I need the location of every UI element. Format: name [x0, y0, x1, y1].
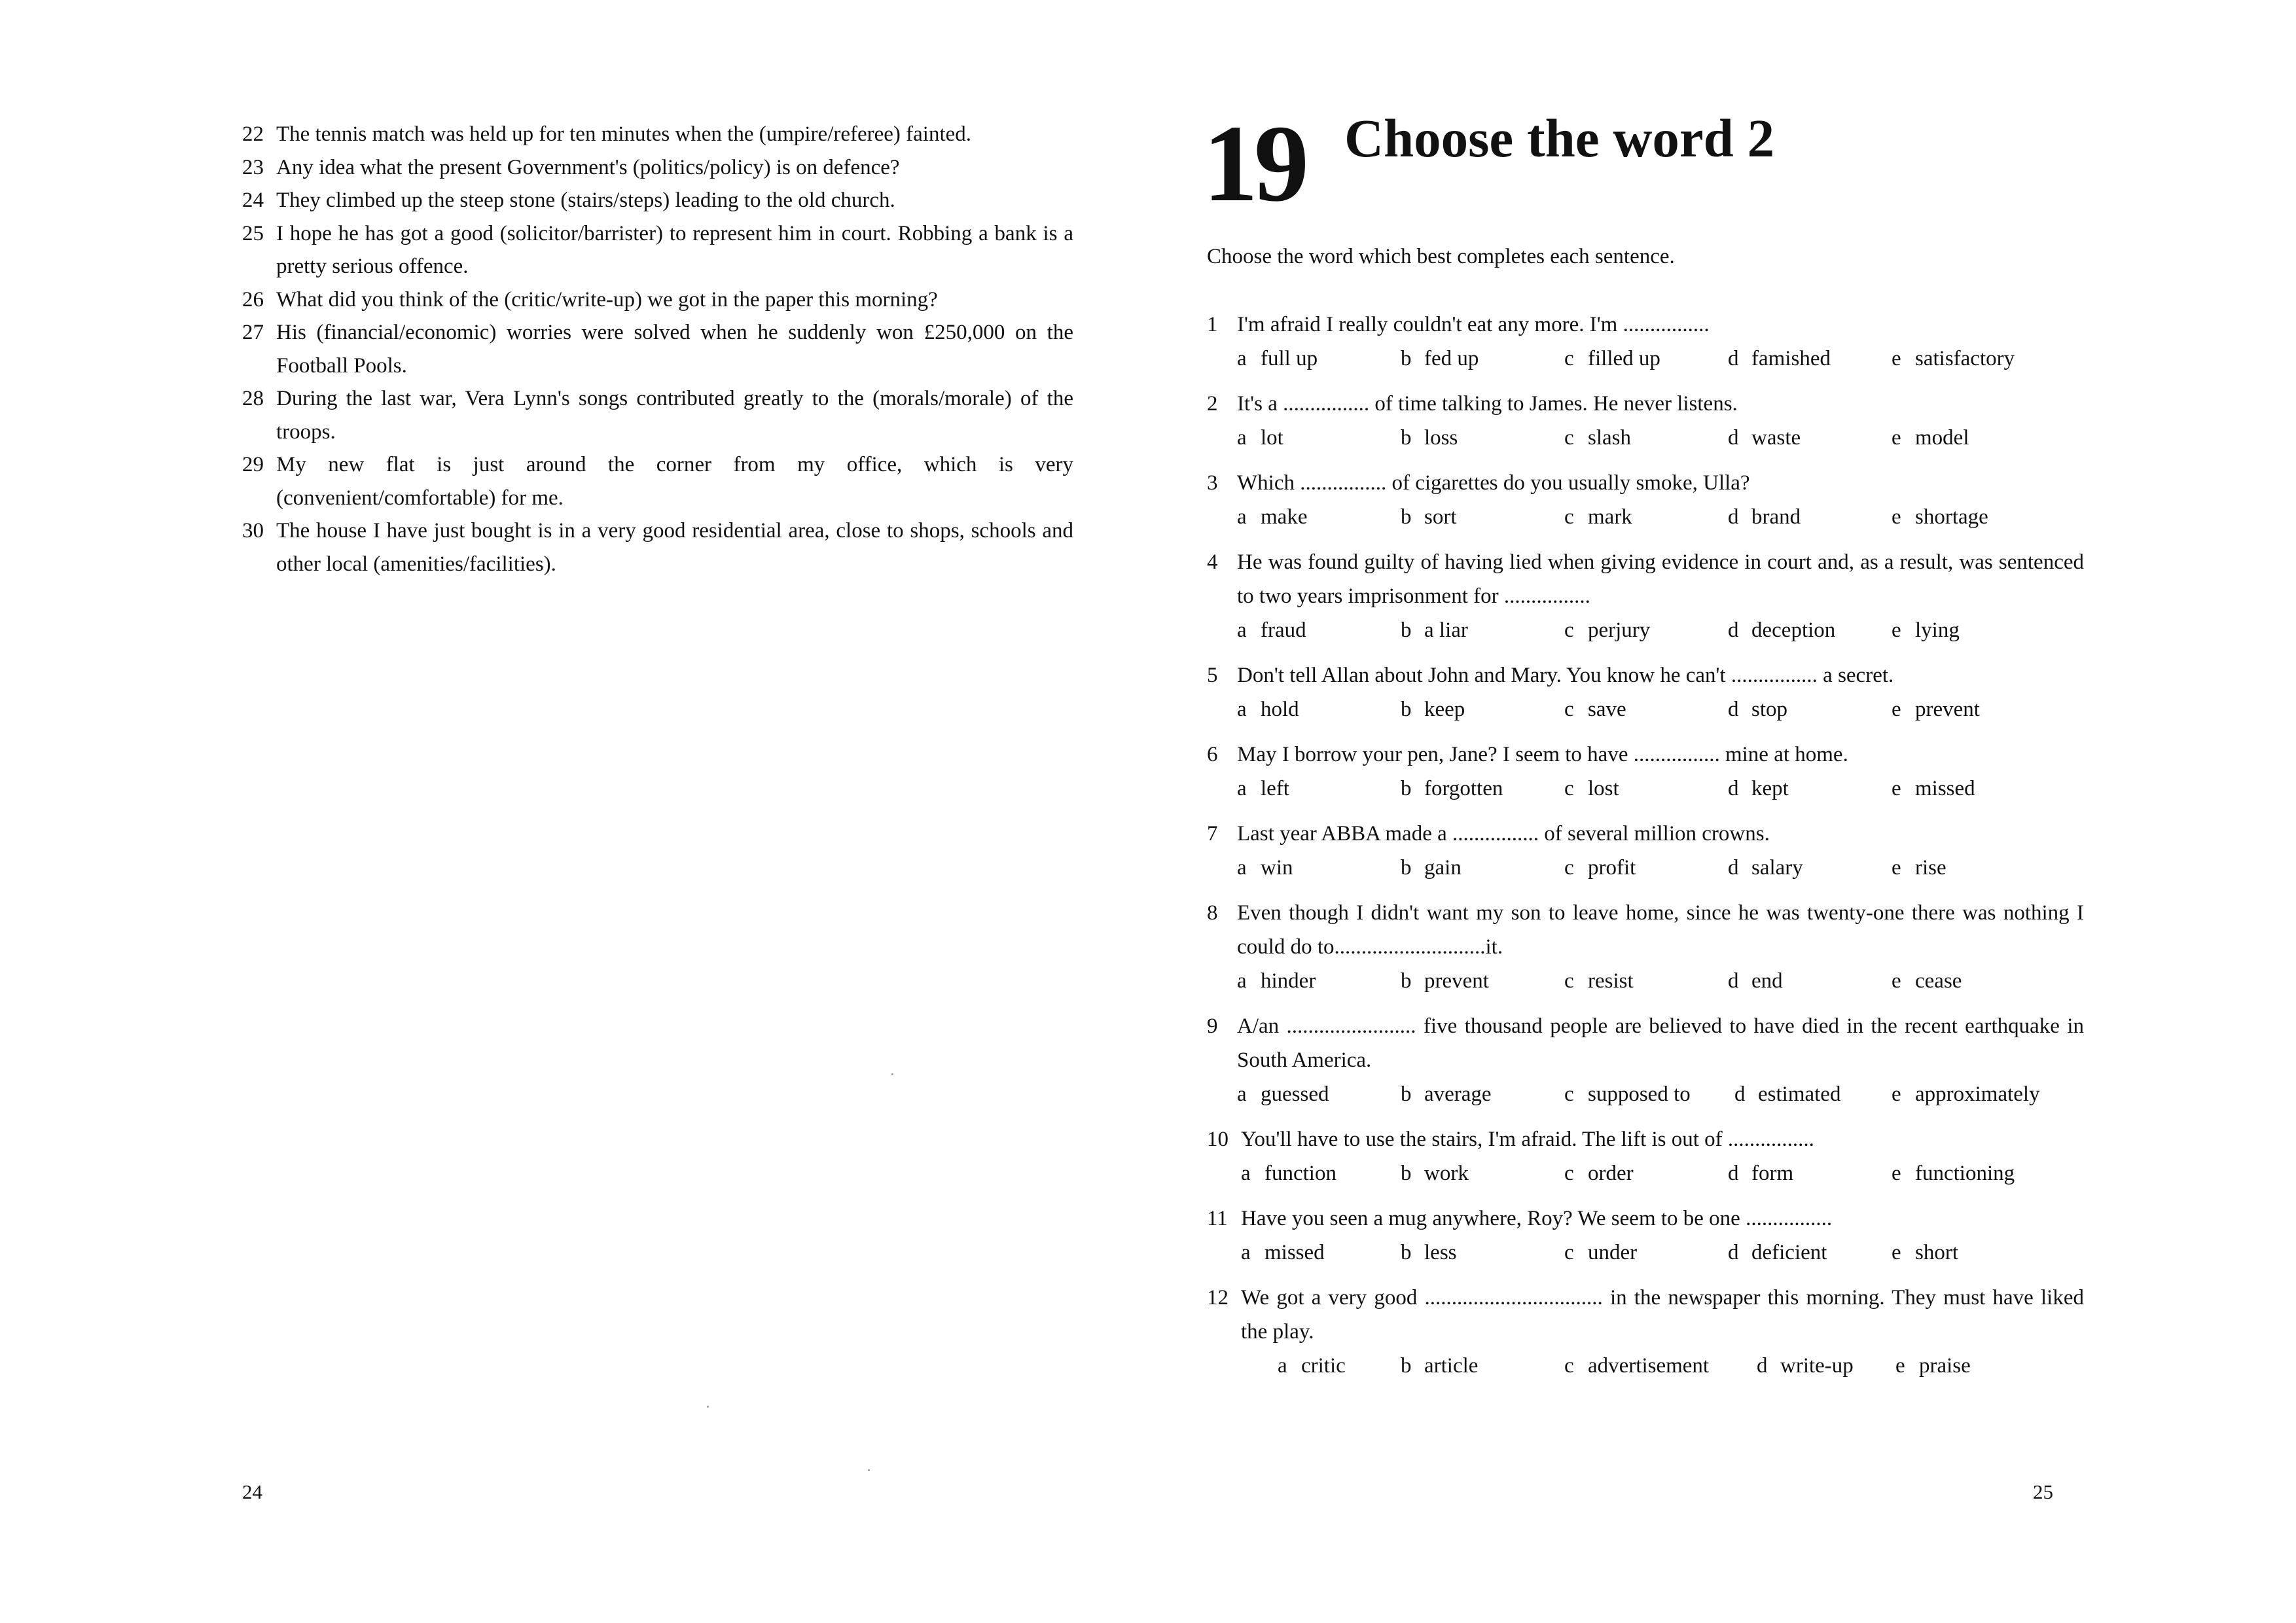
answer-option: b gain [1401, 856, 1462, 880]
answer-option: c perjury [1564, 618, 1651, 642]
question-number: 6 [1207, 743, 1218, 766]
item-number: 25 [242, 221, 264, 245]
item-number: 23 [242, 155, 264, 179]
list-item [242, 316, 1073, 382]
answer-option: a fraud [1237, 618, 1306, 642]
answer-option: d form [1728, 1162, 1794, 1185]
answer-option: c mark [1564, 505, 1632, 529]
answer-option: d famished [1728, 347, 1831, 370]
list-item [242, 382, 1073, 448]
question-text: Have you seen a mug anywhere, Roy? We seem to be one ................ [1241, 1207, 1833, 1230]
question-text: He was found guilty of having lied when giving evidence in court and, as a result, was sentenced to two years imprisonment for ................ [1237, 550, 2084, 608]
question-number: 3 [1207, 471, 1218, 495]
right-page [1148, 0, 2296, 1623]
answer-option: b prevent [1401, 969, 1489, 993]
answer-option: d end [1728, 969, 1783, 993]
chapter-title: Choose the word 2 [1344, 108, 1775, 168]
answer-option: e approximately [1892, 1082, 2040, 1106]
item-number: 30 [242, 519, 264, 543]
list-item [242, 514, 1073, 580]
answer-option: b fed up [1401, 347, 1479, 370]
answer-option: e satisfactory [1892, 347, 2015, 370]
answer-option: e short [1892, 1241, 1958, 1264]
answer-option: b work [1401, 1162, 1469, 1185]
answer-options [1241, 1156, 2084, 1190]
answer-option: d estimated [1734, 1082, 1841, 1106]
answer-option: c profit [1564, 856, 1636, 880]
list-item [242, 217, 1073, 283]
answer-option: b average [1401, 1082, 1492, 1106]
item-text: The house I have just bought is in a very good residential area, close to shops, schools and other local (amenities/facilities). [276, 519, 1073, 576]
answer-option: c lost [1564, 777, 1619, 800]
question-text: We got a very good ................................. in the newspaper this morning. They must have liked the play. [1241, 1286, 2084, 1344]
answer-options [1237, 500, 2084, 534]
answer-options [1237, 772, 2084, 806]
question-item [1207, 1009, 2084, 1111]
question-item [1207, 1202, 2084, 1270]
list-item [242, 283, 1073, 317]
item-number: 27 [242, 321, 264, 344]
item-text: They climbed up the steep stone (stairs/steps) leading to the old church. [276, 188, 895, 212]
item-number: 22 [242, 122, 264, 146]
question-number: 11 [1207, 1207, 1228, 1230]
answer-option: e cease [1892, 969, 1962, 993]
question-number: 12 [1207, 1286, 1229, 1310]
answer-options [1237, 342, 2084, 376]
answer-option: a left [1237, 777, 1289, 800]
answer-options [1241, 1349, 2084, 1383]
answer-option: e rise [1892, 856, 1946, 880]
question-item [1207, 1122, 2084, 1190]
answer-option: d stop [1728, 698, 1788, 721]
scan-speck [707, 1406, 709, 1408]
question-number: 9 [1207, 1014, 1218, 1038]
question-item [1207, 738, 2084, 806]
answer-option: a hold [1237, 698, 1299, 721]
item-number: 28 [242, 387, 264, 410]
answer-option: d brand [1728, 505, 1801, 529]
question-number: 4 [1207, 550, 1218, 574]
item-text: His (financial/economic) worries were solved when he suddenly won £250,000 on the Football Pools. [276, 321, 1073, 378]
question-item [1207, 308, 2084, 376]
answer-option: b keep [1401, 698, 1465, 721]
answer-option: d deception [1728, 618, 1836, 642]
answer-option: a guessed [1237, 1082, 1329, 1106]
answer-option: d kept [1728, 777, 1789, 800]
list-item [242, 184, 1073, 217]
question-item [1207, 1281, 2084, 1383]
question-text: Even though I didn't want my son to leave home, since he was twenty-one there was nothing I could do to............................it. [1237, 901, 2084, 959]
answer-option: e shortage [1892, 505, 1988, 529]
question-number: 8 [1207, 901, 1218, 925]
answer-option: a function [1241, 1162, 1336, 1185]
answer-option: b less [1401, 1241, 1457, 1264]
answer-option: b sort [1401, 505, 1457, 529]
question-item [1207, 545, 2084, 647]
answer-option: a hinder [1237, 969, 1316, 993]
answer-option: b forgotten [1401, 777, 1503, 800]
item-number: 26 [242, 287, 264, 312]
question-text: Don't tell Allan about John and Mary. You know he can't ................ a secret. [1237, 664, 1894, 687]
page-number: 25 [2033, 1480, 2053, 1503]
answer-option: b loss [1401, 426, 1458, 450]
list-item [242, 151, 1073, 185]
answer-options [1241, 1236, 2084, 1270]
answer-option: a critic [1278, 1354, 1346, 1378]
answer-option: c advertisement [1564, 1354, 1710, 1378]
answer-option: c order [1564, 1162, 1634, 1185]
answer-options [1237, 851, 2084, 885]
answer-options [1237, 964, 2084, 998]
answer-option: a missed [1241, 1241, 1325, 1264]
answer-option: d write-up [1757, 1354, 1854, 1378]
item-text: What did you think of the (critic/write-up) we got in the paper this morning? [276, 287, 938, 312]
answer-options [1237, 692, 2084, 726]
item-text: I hope he has got a good (solicitor/barrister) to represent him in court. Robbing a bank is a pretty serious offence. [276, 221, 1073, 278]
question-number: 2 [1207, 392, 1218, 416]
left-item-list [242, 118, 1073, 580]
question-item [1207, 896, 2084, 998]
instruction-text: Choose the word which best completes each sentence. [1207, 245, 1675, 268]
answer-options [1237, 613, 2084, 647]
question-item [1207, 387, 2084, 455]
answer-option: d deficient [1728, 1241, 1827, 1264]
answer-option: d waste [1728, 426, 1801, 450]
answer-option: a full up [1237, 347, 1318, 370]
question-text: Last year ABBA made a ................ of several million crowns. [1237, 822, 1770, 846]
answer-option: a make [1237, 505, 1308, 529]
question-list [1207, 308, 2084, 1394]
question-item [1207, 817, 2084, 885]
answer-option: b a liar [1401, 618, 1468, 642]
question-number: 7 [1207, 822, 1218, 846]
answer-options [1237, 1077, 2084, 1111]
question-number: 1 [1207, 313, 1218, 336]
question-number: 5 [1207, 664, 1218, 687]
answer-option: e lying [1892, 618, 1960, 642]
question-text: A/an ........................ five thousand people are believed to have died in the recent earthquake in South America. [1237, 1014, 2084, 1072]
answer-option: e praise [1895, 1354, 1971, 1378]
answer-option: d salary [1728, 856, 1803, 880]
item-number: 24 [242, 188, 264, 212]
answer-options [1237, 421, 2084, 455]
answer-option: a win [1237, 856, 1293, 880]
item-text: During the last war, Vera Lynn's songs contributed greatly to the (morals/morale) of the troops. [276, 387, 1073, 444]
answer-option: c resist [1564, 969, 1634, 993]
answer-option: c slash [1564, 426, 1631, 450]
answer-option: a lot [1237, 426, 1283, 450]
question-text: Which ................ of cigarettes do you usually smoke, Ulla? [1237, 471, 1750, 495]
answer-option: e model [1892, 426, 1969, 450]
answer-option: e prevent [1892, 698, 1980, 721]
question-text: You'll have to use the stairs, I'm afraid. The lift is out of ................ [1241, 1128, 1814, 1151]
list-item [242, 118, 1073, 151]
page-number: 24 [242, 1480, 262, 1503]
question-text: I'm afraid I really couldn't eat any more. I'm ................ [1237, 313, 1710, 336]
answer-option: c under [1564, 1241, 1638, 1264]
item-text: The tennis match was held up for ten minutes when the (umpire/referee) fainted. [276, 122, 972, 146]
answer-option: c supposed to [1564, 1082, 1691, 1106]
scan-speck [868, 1469, 870, 1471]
answer-option: c save [1564, 698, 1626, 721]
question-text: It's a ................ of time talking to James. He never listens. [1237, 392, 1738, 416]
question-item [1207, 658, 2084, 726]
question-number: 10 [1207, 1128, 1229, 1151]
item-text: My new flat is just around the corner from my office, which is very (convenient/comfortable) for me. [276, 453, 1073, 510]
question-item [1207, 466, 2084, 534]
answer-option: b article [1401, 1354, 1479, 1378]
item-text: Any idea what the present Government's (politics/policy) is on defence? [276, 155, 900, 179]
question-text: May I borrow your pen, Jane? I seem to have ................ mine at home. [1237, 743, 1848, 766]
chapter-number: 19 [1203, 103, 1305, 224]
answer-option: e functioning [1892, 1162, 2015, 1185]
item-number: 29 [242, 453, 264, 476]
scan-speck [891, 1073, 893, 1075]
answer-option: e missed [1892, 777, 1975, 800]
answer-option: c filled up [1564, 347, 1660, 370]
list-item [242, 448, 1073, 514]
